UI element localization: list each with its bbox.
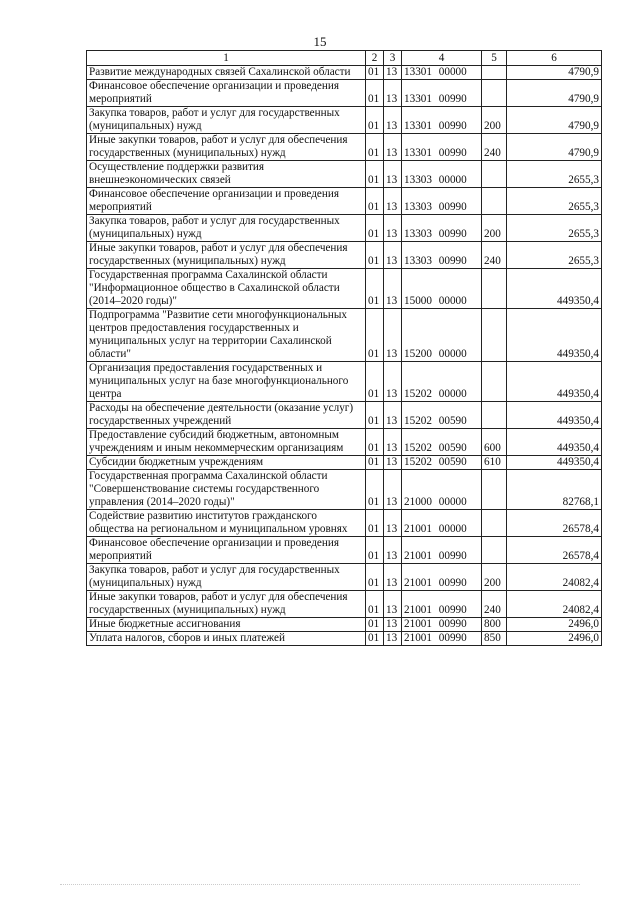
target-code-cell: 13303 00000 — [402, 161, 482, 188]
subsection-code-cell: 13 — [384, 456, 402, 470]
amount-cell: 449350,4 — [507, 269, 602, 309]
item-name-cell: Осуществление поддержки развития внешнеэкономических связей — [87, 161, 366, 188]
header-cell: 6 — [507, 51, 602, 66]
section-code-cell: 01 — [366, 591, 384, 618]
subsection-code-cell: 13 — [384, 66, 402, 80]
item-name-cell: Подпрограмма "Развитие сети многофункциональных центров предоставления государственных и муниципальных услуг на территории Сахалинской области" — [87, 309, 366, 362]
table-row — [87, 362, 602, 402]
item-name-cell: Государственная программа Сахалинской области "Совершенствование системы государственного управления (2014–2020 годы)" — [87, 470, 366, 510]
subsection-code-cell: 13 — [384, 80, 402, 107]
target-code-cell: 21001 00990 — [402, 618, 482, 632]
amount-cell: 4790,9 — [507, 80, 602, 107]
expense-type-cell: 240 — [482, 134, 507, 161]
target-code-cell: 21001 00990 — [402, 632, 482, 646]
subsection-code-cell: 13 — [384, 402, 402, 429]
amount-cell: 26578,4 — [507, 510, 602, 537]
subsection-code-cell: 13 — [384, 269, 402, 309]
expense-type-cell: 200 — [482, 564, 507, 591]
amount-cell: 4790,9 — [507, 107, 602, 134]
item-name-cell: Финансовое обеспечение организации и проведения мероприятий — [87, 537, 366, 564]
amount-cell: 449350,4 — [507, 402, 602, 429]
table-body — [87, 66, 602, 646]
expense-type-cell: 240 — [482, 591, 507, 618]
table-row — [87, 215, 602, 242]
header-cell: 2 — [366, 51, 384, 66]
expense-type-cell — [482, 80, 507, 107]
expense-type-cell: 800 — [482, 618, 507, 632]
item-name-cell: Организация предоставления государственных и муниципальных услуг на базе многофункционального центра — [87, 362, 366, 402]
table-row — [87, 402, 602, 429]
amount-cell: 2655,3 — [507, 242, 602, 269]
item-name-cell: Субсидии бюджетным учреждениям — [87, 456, 366, 470]
budget-table — [86, 50, 602, 646]
amount-cell: 449350,4 — [507, 309, 602, 362]
expense-type-cell — [482, 269, 507, 309]
section-code-cell: 01 — [366, 470, 384, 510]
table-row — [87, 269, 602, 309]
header-cell: 3 — [384, 51, 402, 66]
item-name-cell: Финансовое обеспечение организации и проведения мероприятий — [87, 188, 366, 215]
table-row — [87, 309, 602, 362]
item-name-cell: Закупка товаров, работ и услуг для государственных (муниципальных) нужд — [87, 215, 366, 242]
subsection-code-cell: 13 — [384, 134, 402, 161]
table-row — [87, 591, 602, 618]
section-code-cell: 01 — [366, 537, 384, 564]
header-cell: 4 — [402, 51, 482, 66]
subsection-code-cell: 13 — [384, 510, 402, 537]
amount-cell: 24082,4 — [507, 591, 602, 618]
amount-cell: 4790,9 — [507, 134, 602, 161]
target-code-cell: 15200 00000 — [402, 309, 482, 362]
page-number: 15 — [313, 34, 327, 49]
expense-type-cell — [482, 66, 507, 80]
expense-type-cell: 240 — [482, 242, 507, 269]
table-row — [87, 456, 602, 470]
subsection-code-cell: 13 — [384, 591, 402, 618]
target-code-cell: 13301 00000 — [402, 66, 482, 80]
expense-type-cell: 610 — [482, 456, 507, 470]
item-name-cell: Государственная программа Сахалинской области "Информационное общество в Сахалинской области (2014–2020 годы)" — [87, 269, 366, 309]
target-code-cell: 13303 00990 — [402, 242, 482, 269]
subsection-code-cell: 13 — [384, 161, 402, 188]
item-name-cell: Предоставление субсидий бюджетным, автономным учреждениям и иным некоммерческим организациям — [87, 429, 366, 456]
section-code-cell: 01 — [366, 66, 384, 80]
section-code-cell: 01 — [366, 429, 384, 456]
table-row — [87, 242, 602, 269]
section-code-cell: 01 — [366, 564, 384, 591]
target-code-cell: 13301 00990 — [402, 107, 482, 134]
section-code-cell: 01 — [366, 161, 384, 188]
section-code-cell: 01 — [366, 134, 384, 161]
table-row — [87, 66, 602, 80]
target-code-cell: 21000 00000 — [402, 470, 482, 510]
section-code-cell: 01 — [366, 362, 384, 402]
section-code-cell: 01 — [366, 309, 384, 362]
subsection-code-cell: 13 — [384, 362, 402, 402]
header-cell: 1 — [87, 51, 366, 66]
expense-type-cell — [482, 188, 507, 215]
table-row — [87, 470, 602, 510]
amount-cell: 82768,1 — [507, 470, 602, 510]
table-row — [87, 80, 602, 107]
table-row — [87, 188, 602, 215]
target-code-cell: 13303 00990 — [402, 188, 482, 215]
section-code-cell: 01 — [366, 215, 384, 242]
table-row — [87, 429, 602, 456]
subsection-code-cell: 13 — [384, 107, 402, 134]
table-header-row — [87, 51, 602, 66]
header-cell: 5 — [482, 51, 507, 66]
expense-type-cell — [482, 161, 507, 188]
table-row — [87, 510, 602, 537]
target-code-cell: 15202 00590 — [402, 429, 482, 456]
item-name-cell: Иные закупки товаров, работ и услуг для обеспечения государственных (муниципальных) нужд — [87, 242, 366, 269]
section-code-cell: 01 — [366, 632, 384, 646]
target-code-cell: 15202 00590 — [402, 456, 482, 470]
expense-type-cell — [482, 402, 507, 429]
subsection-code-cell: 13 — [384, 470, 402, 510]
amount-cell: 2655,3 — [507, 215, 602, 242]
section-code-cell: 01 — [366, 618, 384, 632]
section-code-cell: 01 — [366, 269, 384, 309]
section-code-cell: 01 — [366, 510, 384, 537]
target-code-cell: 13301 00990 — [402, 134, 482, 161]
target-code-cell: 21001 00000 — [402, 510, 482, 537]
amount-cell: 24082,4 — [507, 564, 602, 591]
amount-cell: 449350,4 — [507, 362, 602, 402]
item-name-cell: Финансовое обеспечение организации и проведения мероприятий — [87, 80, 366, 107]
target-code-cell: 15202 00590 — [402, 402, 482, 429]
subsection-code-cell: 13 — [384, 215, 402, 242]
expense-type-cell: 600 — [482, 429, 507, 456]
target-code-cell: 13303 00990 — [402, 215, 482, 242]
target-code-cell: 21001 00990 — [402, 564, 482, 591]
amount-cell: 2496,0 — [507, 632, 602, 646]
item-name-cell: Закупка товаров, работ и услуг для государственных (муниципальных) нужд — [87, 564, 366, 591]
expense-type-cell — [482, 309, 507, 362]
subsection-code-cell: 13 — [384, 242, 402, 269]
table-row — [87, 632, 602, 646]
amount-cell: 2496,0 — [507, 618, 602, 632]
table-row — [87, 134, 602, 161]
item-name-cell: Иные закупки товаров, работ и услуг для обеспечения государственных (муниципальных) нужд — [87, 591, 366, 618]
section-code-cell: 01 — [366, 402, 384, 429]
item-name-cell: Уплата налогов, сборов и иных платежей — [87, 632, 366, 646]
amount-cell: 2655,3 — [507, 188, 602, 215]
target-code-cell: 15202 00000 — [402, 362, 482, 402]
subsection-code-cell: 13 — [384, 309, 402, 362]
amount-cell: 449350,4 — [507, 429, 602, 456]
expense-type-cell — [482, 510, 507, 537]
subsection-code-cell: 13 — [384, 632, 402, 646]
expense-type-cell — [482, 470, 507, 510]
target-code-cell: 21001 00990 — [402, 537, 482, 564]
section-code-cell: 01 — [366, 242, 384, 269]
section-code-cell: 01 — [366, 188, 384, 215]
amount-cell: 2655,3 — [507, 161, 602, 188]
subsection-code-cell: 13 — [384, 618, 402, 632]
amount-cell: 26578,4 — [507, 537, 602, 564]
scan-artifact — [60, 884, 580, 887]
target-code-cell: 15000 00000 — [402, 269, 482, 309]
table-row — [87, 161, 602, 188]
subsection-code-cell: 13 — [384, 564, 402, 591]
table-row — [87, 107, 602, 134]
subsection-code-cell: 13 — [384, 537, 402, 564]
expense-type-cell — [482, 362, 507, 402]
subsection-code-cell: 13 — [384, 188, 402, 215]
item-name-cell: Закупка товаров, работ и услуг для государственных (муниципальных) нужд — [87, 107, 366, 134]
expense-type-cell: 850 — [482, 632, 507, 646]
expense-type-cell: 200 — [482, 215, 507, 242]
table-row — [87, 618, 602, 632]
table-row — [87, 537, 602, 564]
target-code-cell: 13301 00990 — [402, 80, 482, 107]
amount-cell: 449350,4 — [507, 456, 602, 470]
target-code-cell: 21001 00990 — [402, 591, 482, 618]
amount-cell: 4790,9 — [507, 66, 602, 80]
expense-type-cell — [482, 537, 507, 564]
section-code-cell: 01 — [366, 80, 384, 107]
item-name-cell: Развитие международных связей Сахалинской области — [87, 66, 366, 80]
item-name-cell: Расходы на обеспечение деятельности (оказание услуг) государственных учреждений — [87, 402, 366, 429]
section-code-cell: 01 — [366, 456, 384, 470]
item-name-cell: Содействие развитию институтов гражданского общества на региональном и муниципальном уровнях — [87, 510, 366, 537]
item-name-cell: Иные закупки товаров, работ и услуг для обеспечения государственных (муниципальных) нужд — [87, 134, 366, 161]
section-code-cell: 01 — [366, 107, 384, 134]
table-row — [87, 564, 602, 591]
expense-type-cell: 200 — [482, 107, 507, 134]
item-name-cell: Иные бюджетные ассигнования — [87, 618, 366, 632]
subsection-code-cell: 13 — [384, 429, 402, 456]
